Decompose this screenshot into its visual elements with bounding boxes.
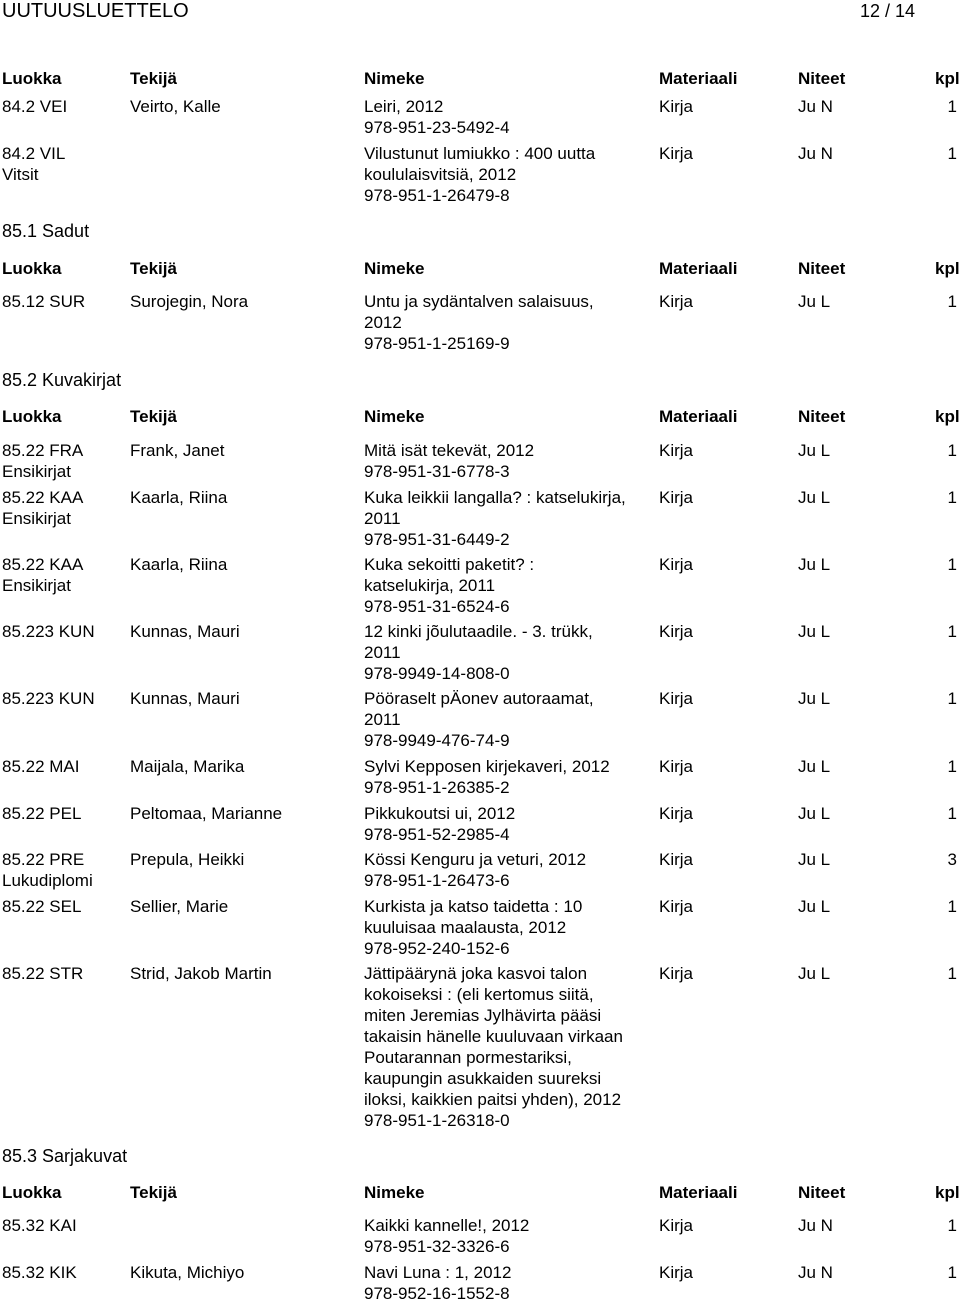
cell-luokka: 84.2 VIL Vitsit xyxy=(2,144,66,184)
cell-luokka: 85.12 SUR xyxy=(2,292,86,311)
section-title: 85.3 Sarjakuvat xyxy=(2,1146,128,1166)
cell-materiaali: Kirja xyxy=(659,757,694,776)
cell-kpl: 1 xyxy=(947,804,957,823)
header-nimeke: Nimeke xyxy=(364,259,425,278)
table-row xyxy=(0,291,960,353)
table-header xyxy=(0,406,960,426)
cell-tekija: Veirto, Kalle xyxy=(130,97,221,116)
table-row xyxy=(0,756,960,797)
cell-kpl: 1 xyxy=(947,622,957,641)
header-niteet: Niteet xyxy=(798,69,846,88)
cell-materiaali: Kirja xyxy=(659,897,694,916)
cell-kpl: 1 xyxy=(947,555,957,574)
cell-materiaali: Kirja xyxy=(659,804,694,823)
cell-kpl: 1 xyxy=(947,488,957,507)
table-row xyxy=(0,143,960,205)
cell-luokka: 85.32 KAI xyxy=(2,1216,77,1235)
cell-nimeke: Leiri, 2012 978-951-23-5492-4 xyxy=(364,97,510,137)
cell-nimeke: Mitä isät tekevät, 2012 978-951-31-6778-3 xyxy=(364,441,535,481)
header-kpl: kpl xyxy=(935,1183,960,1202)
cell-kpl: 1 xyxy=(947,1263,957,1282)
header-luokka: Luokka xyxy=(2,1183,62,1202)
cell-luokka: 85.22 FRA Ensikirjat xyxy=(2,441,84,481)
table-row xyxy=(0,688,960,750)
cell-nimeke: Kurkista ja katso taidetta : 10 kuuluisaa maalausta, 2012 978-952-240-152-6 xyxy=(364,897,583,958)
cell-luokka: 85.223 KUN xyxy=(2,622,95,641)
cell-niteet: Ju L xyxy=(798,555,831,574)
header-kpl: kpl xyxy=(935,407,960,426)
table-header xyxy=(0,1182,960,1202)
cell-tekija: Surojegin, Nora xyxy=(130,292,249,311)
cell-luokka: 85.22 KAA Ensikirjat xyxy=(2,488,84,528)
cell-materiaali: Kirja xyxy=(659,292,694,311)
cell-materiaali: Kirja xyxy=(659,488,694,507)
table-row xyxy=(0,849,960,890)
cell-nimeke: Kuka sekoitti paketit? : katselukirja, 2011 978-951-31-6524-6 xyxy=(364,555,535,616)
cell-niteet: Ju L xyxy=(798,964,831,983)
cell-nimeke: Kaikki kannelle!, 2012 978-951-32-3326-6 xyxy=(364,1216,530,1256)
cell-niteet: Ju L xyxy=(798,897,831,916)
cell-nimeke: Navi Luna : 1, 2012 978-952-16-1552-8 xyxy=(364,1263,512,1303)
cell-niteet: Ju L xyxy=(798,757,831,776)
cell-luokka: 85.22 PRE Lukudiplomi xyxy=(2,850,93,890)
cell-tekija: Kunnas, Mauri xyxy=(130,689,240,708)
table-row xyxy=(0,440,960,481)
table-row xyxy=(0,803,960,844)
cell-niteet: Ju L xyxy=(798,441,831,460)
cell-niteet: Ju N xyxy=(798,1216,833,1235)
header-luokka: Luokka xyxy=(2,69,62,88)
cell-tekija: Peltomaa, Marianne xyxy=(130,804,283,823)
header-nimeke: Nimeke xyxy=(364,1183,425,1202)
cell-kpl: 1 xyxy=(947,964,957,983)
cell-luokka: 85.22 STR xyxy=(2,964,84,983)
header-nimeke: Nimeke xyxy=(364,69,425,88)
cell-nimeke: Jättipäärynä joka kasvoi talon kokoiseksi : (eli kertomus siitä, miten Jeremias Jylhävirta pääsi takaisin hänelle kuuluvaan virkaan Poutarannan pormestariksi, kaupungin asukkaiden suureksi iloksi, kaikkien paitsi yhden), 2012 978-951-1-26318-0 xyxy=(364,964,623,1130)
cell-materiaali: Kirja xyxy=(659,1216,694,1235)
table-row xyxy=(0,487,960,549)
cell-tekija: Kaarla, Riina xyxy=(130,488,228,507)
header-kpl: kpl xyxy=(935,259,960,278)
cell-tekija: Kaarla, Riina xyxy=(130,555,228,574)
cell-tekija: Kunnas, Mauri xyxy=(130,622,240,641)
header-materiaali: Materiaali xyxy=(659,1183,738,1202)
cell-niteet: Ju L xyxy=(798,850,831,869)
cell-nimeke: Kuka leikkii langalla? : katselukirja, 2011 978-951-31-6449-2 xyxy=(364,488,626,549)
cell-nimeke: Vilustunut lumiukko : 400 uutta koululaisvitsiä, 2012 978-951-1-26479-8 xyxy=(364,144,596,205)
cell-niteet: Ju L xyxy=(798,804,831,823)
cell-kpl: 1 xyxy=(947,97,957,116)
header-tekija: Tekijä xyxy=(130,259,177,278)
cell-niteet: Ju N xyxy=(798,1263,833,1282)
cell-luokka: 84.2 VEI xyxy=(2,97,68,116)
header-tekija: Tekijä xyxy=(130,407,177,426)
cell-nimeke: Pikkukoutsi ui, 2012 978-951-52-2985-4 xyxy=(364,804,516,844)
cell-materiaali: Kirja xyxy=(659,964,694,983)
cell-tekija: Frank, Janet xyxy=(130,441,225,460)
cell-luokka: 85.22 MAI xyxy=(2,757,80,776)
cell-materiaali: Kirja xyxy=(659,850,694,869)
header-niteet: Niteet xyxy=(798,259,846,278)
header-niteet: Niteet xyxy=(798,1183,846,1202)
cell-nimeke: 12 kinki jõulutaadile. - 3. trükk, 2011 978-9949-14-808-0 xyxy=(364,622,593,683)
cell-luokka: 85.22 PEL xyxy=(2,804,82,823)
table-row xyxy=(0,1215,960,1256)
table-header xyxy=(0,258,960,278)
cell-kpl: 3 xyxy=(947,850,957,869)
cell-luokka: 85.32 KIK xyxy=(2,1263,77,1282)
cell-niteet: Ju L xyxy=(798,689,831,708)
cell-niteet: Ju L xyxy=(798,488,831,507)
table-row xyxy=(0,621,960,683)
cell-kpl: 1 xyxy=(947,897,957,916)
page-number: 12 / 14 xyxy=(860,1,916,21)
cell-materiaali: Kirja xyxy=(659,622,694,641)
section-title: 85.2 Kuvakirjat xyxy=(2,370,122,390)
cell-kpl: 1 xyxy=(947,292,957,311)
cell-materiaali: Kirja xyxy=(659,97,694,116)
header-tekija: Tekijä xyxy=(130,69,177,88)
table-row xyxy=(0,96,960,137)
table-header xyxy=(0,68,960,88)
cell-kpl: 1 xyxy=(947,441,957,460)
table-row xyxy=(0,896,960,958)
cell-materiaali: Kirja xyxy=(659,144,694,163)
cell-nimeke: Sylvi Kepposen kirjekaveri, 2012 978-951-1-26385-2 xyxy=(364,757,610,797)
cell-niteet: Ju N xyxy=(798,144,833,163)
cell-materiaali: Kirja xyxy=(659,441,694,460)
cell-tekija: Maijala, Marika xyxy=(130,757,245,776)
header-luokka: Luokka xyxy=(2,407,62,426)
cell-luokka: 85.22 KAA Ensikirjat xyxy=(2,555,84,595)
header-niteet: Niteet xyxy=(798,407,846,426)
cell-tekija: Strid, Jakob Martin xyxy=(130,964,272,983)
section-title: 85.1 Sadut xyxy=(2,221,90,241)
cell-nimeke: Pööraselt pÄonev autoraamat, 2011 978-9949-476-74-9 xyxy=(364,689,594,750)
page-title: UUTUUSLUETTELO xyxy=(2,0,189,22)
table-row xyxy=(0,963,960,1130)
cell-niteet: Ju L xyxy=(798,292,831,311)
cell-tekija: Prepula, Heikki xyxy=(130,850,245,869)
table-row xyxy=(0,1262,960,1303)
cell-kpl: 1 xyxy=(947,689,957,708)
header-materiaali: Materiaali xyxy=(659,259,738,278)
header-tekija: Tekijä xyxy=(130,1183,177,1202)
cell-nimeke: Kössi Kenguru ja veturi, 2012 978-951-1-26473-6 xyxy=(364,850,587,890)
cell-nimeke: Untu ja sydäntalven salaisuus, 2012 978-951-1-25169-9 xyxy=(364,292,594,353)
cell-niteet: Ju N xyxy=(798,97,833,116)
cell-kpl: 1 xyxy=(947,1216,957,1235)
cell-luokka: 85.22 SEL xyxy=(2,897,82,916)
table-row xyxy=(0,554,960,616)
cell-tekija: Kikuta, Michiyo xyxy=(130,1263,245,1282)
header-luokka: Luokka xyxy=(2,259,62,278)
header-kpl: kpl xyxy=(935,69,960,88)
header-materiaali: Materiaali xyxy=(659,69,738,88)
cell-kpl: 1 xyxy=(947,757,957,776)
cell-kpl: 1 xyxy=(947,144,957,163)
cell-materiaali: Kirja xyxy=(659,1263,694,1282)
header-nimeke: Nimeke xyxy=(364,407,425,426)
cell-niteet: Ju L xyxy=(798,622,831,641)
header-materiaali: Materiaali xyxy=(659,407,738,426)
cell-materiaali: Kirja xyxy=(659,555,694,574)
cell-materiaali: Kirja xyxy=(659,689,694,708)
cell-luokka: 85.223 KUN xyxy=(2,689,95,708)
cell-tekija: Sellier, Marie xyxy=(130,897,229,916)
